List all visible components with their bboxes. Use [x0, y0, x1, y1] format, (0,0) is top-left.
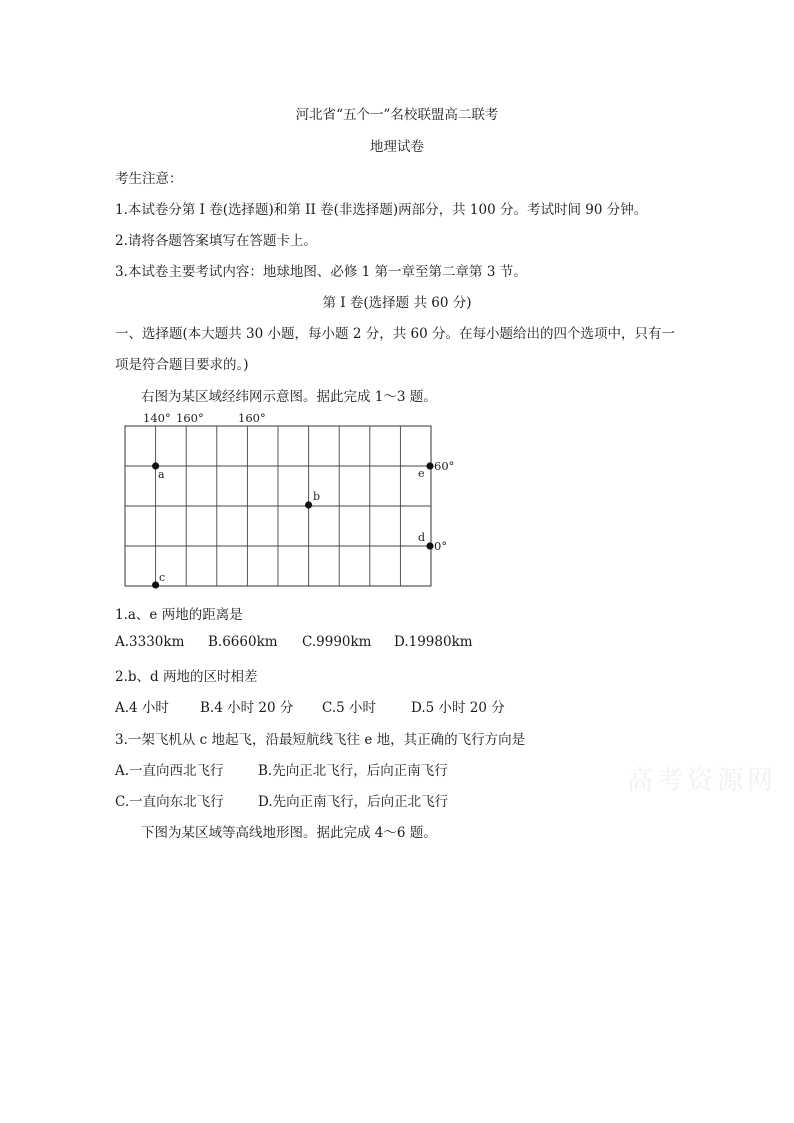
notice-item-2: 2.请将各题答案填写在答题卡上。	[115, 233, 317, 249]
watermark: 高考资源网	[627, 766, 778, 796]
point-e-label: e	[418, 467, 425, 480]
point-b	[305, 501, 312, 508]
q2-option-d: D.5 小时 20 分	[411, 700, 505, 716]
notice-item-1: 1.本试卷分第 I 卷(选择题)和第 II 卷(非选择题)两部分，共 100 分。考试时间 90 分钟。	[115, 202, 648, 218]
point-c-label: c	[159, 571, 166, 584]
q2-stem: 2.b、d 两地的区时相差	[115, 669, 258, 685]
q1-option-b: B.6660km	[208, 634, 278, 650]
q1-option-c: C.9990km	[302, 634, 372, 650]
q1-option-a: A.3330km	[115, 634, 185, 650]
figure2-intro: 下图为某区域等高线地形图。据此完成 4～6 题。	[141, 825, 437, 841]
q3-option-b: B.先向正北飞行，后向正南飞行	[258, 763, 448, 779]
q2-option-a: A.4 小时	[115, 700, 169, 716]
exam-title: 河北省“五个一”名校联盟高二联考	[295, 107, 499, 123]
q3-option-c: C.一直向东北飞行	[115, 794, 224, 810]
point-e	[426, 462, 433, 469]
lat-label-60: 60°	[434, 459, 455, 473]
lon-label-160: 160°	[176, 411, 204, 425]
point-d	[426, 542, 433, 549]
lon-label-140: 140°	[143, 411, 171, 425]
part1-instruction-line2: 项是符合题目要求的。)	[115, 357, 249, 373]
figure-intro: 右图为某区域经纬网示意图。据此完成 1～3 题。	[141, 389, 437, 405]
point-a-label: a	[158, 468, 165, 481]
q2-option-b: B.4 小时 20 分	[200, 700, 294, 716]
graticule-figure	[110, 405, 460, 595]
point-d-label: d	[418, 531, 426, 544]
q3-stem: 3.一架飞机从 c 地起飞，沿最短航线飞往 e 地，其正确的飞行方向是	[115, 732, 526, 748]
q3-option-d: D.先向正南飞行，后向正北飞行	[258, 794, 449, 810]
notice-heading: 考生注意：	[115, 171, 183, 187]
q1-option-d: D.19980km	[394, 634, 473, 650]
q2-option-c: C.5 小时	[322, 700, 377, 716]
q3-option-a: A.一直向西北飞行	[115, 763, 224, 779]
q1-stem: 1.a、e 两地的距离是	[115, 607, 243, 623]
point-b-label: b	[313, 490, 321, 503]
lat-label-0: 0°	[434, 539, 448, 553]
lon-label-160b: 160°	[238, 411, 266, 425]
exam-subject: 地理试卷	[370, 139, 424, 155]
notice-item-3: 3.本试卷主要考试内容：地球地图、必修 1 第一章至第二章第 3 节。	[115, 264, 527, 280]
part1-instruction-line1: 一、选择题(本大题共 30 小题，每小题 2 分，共 60 分。在每小题给出的四个选项中，只有一	[115, 326, 675, 342]
part1-title: 第 I 卷(选择题 共 60 分)	[322, 295, 472, 311]
